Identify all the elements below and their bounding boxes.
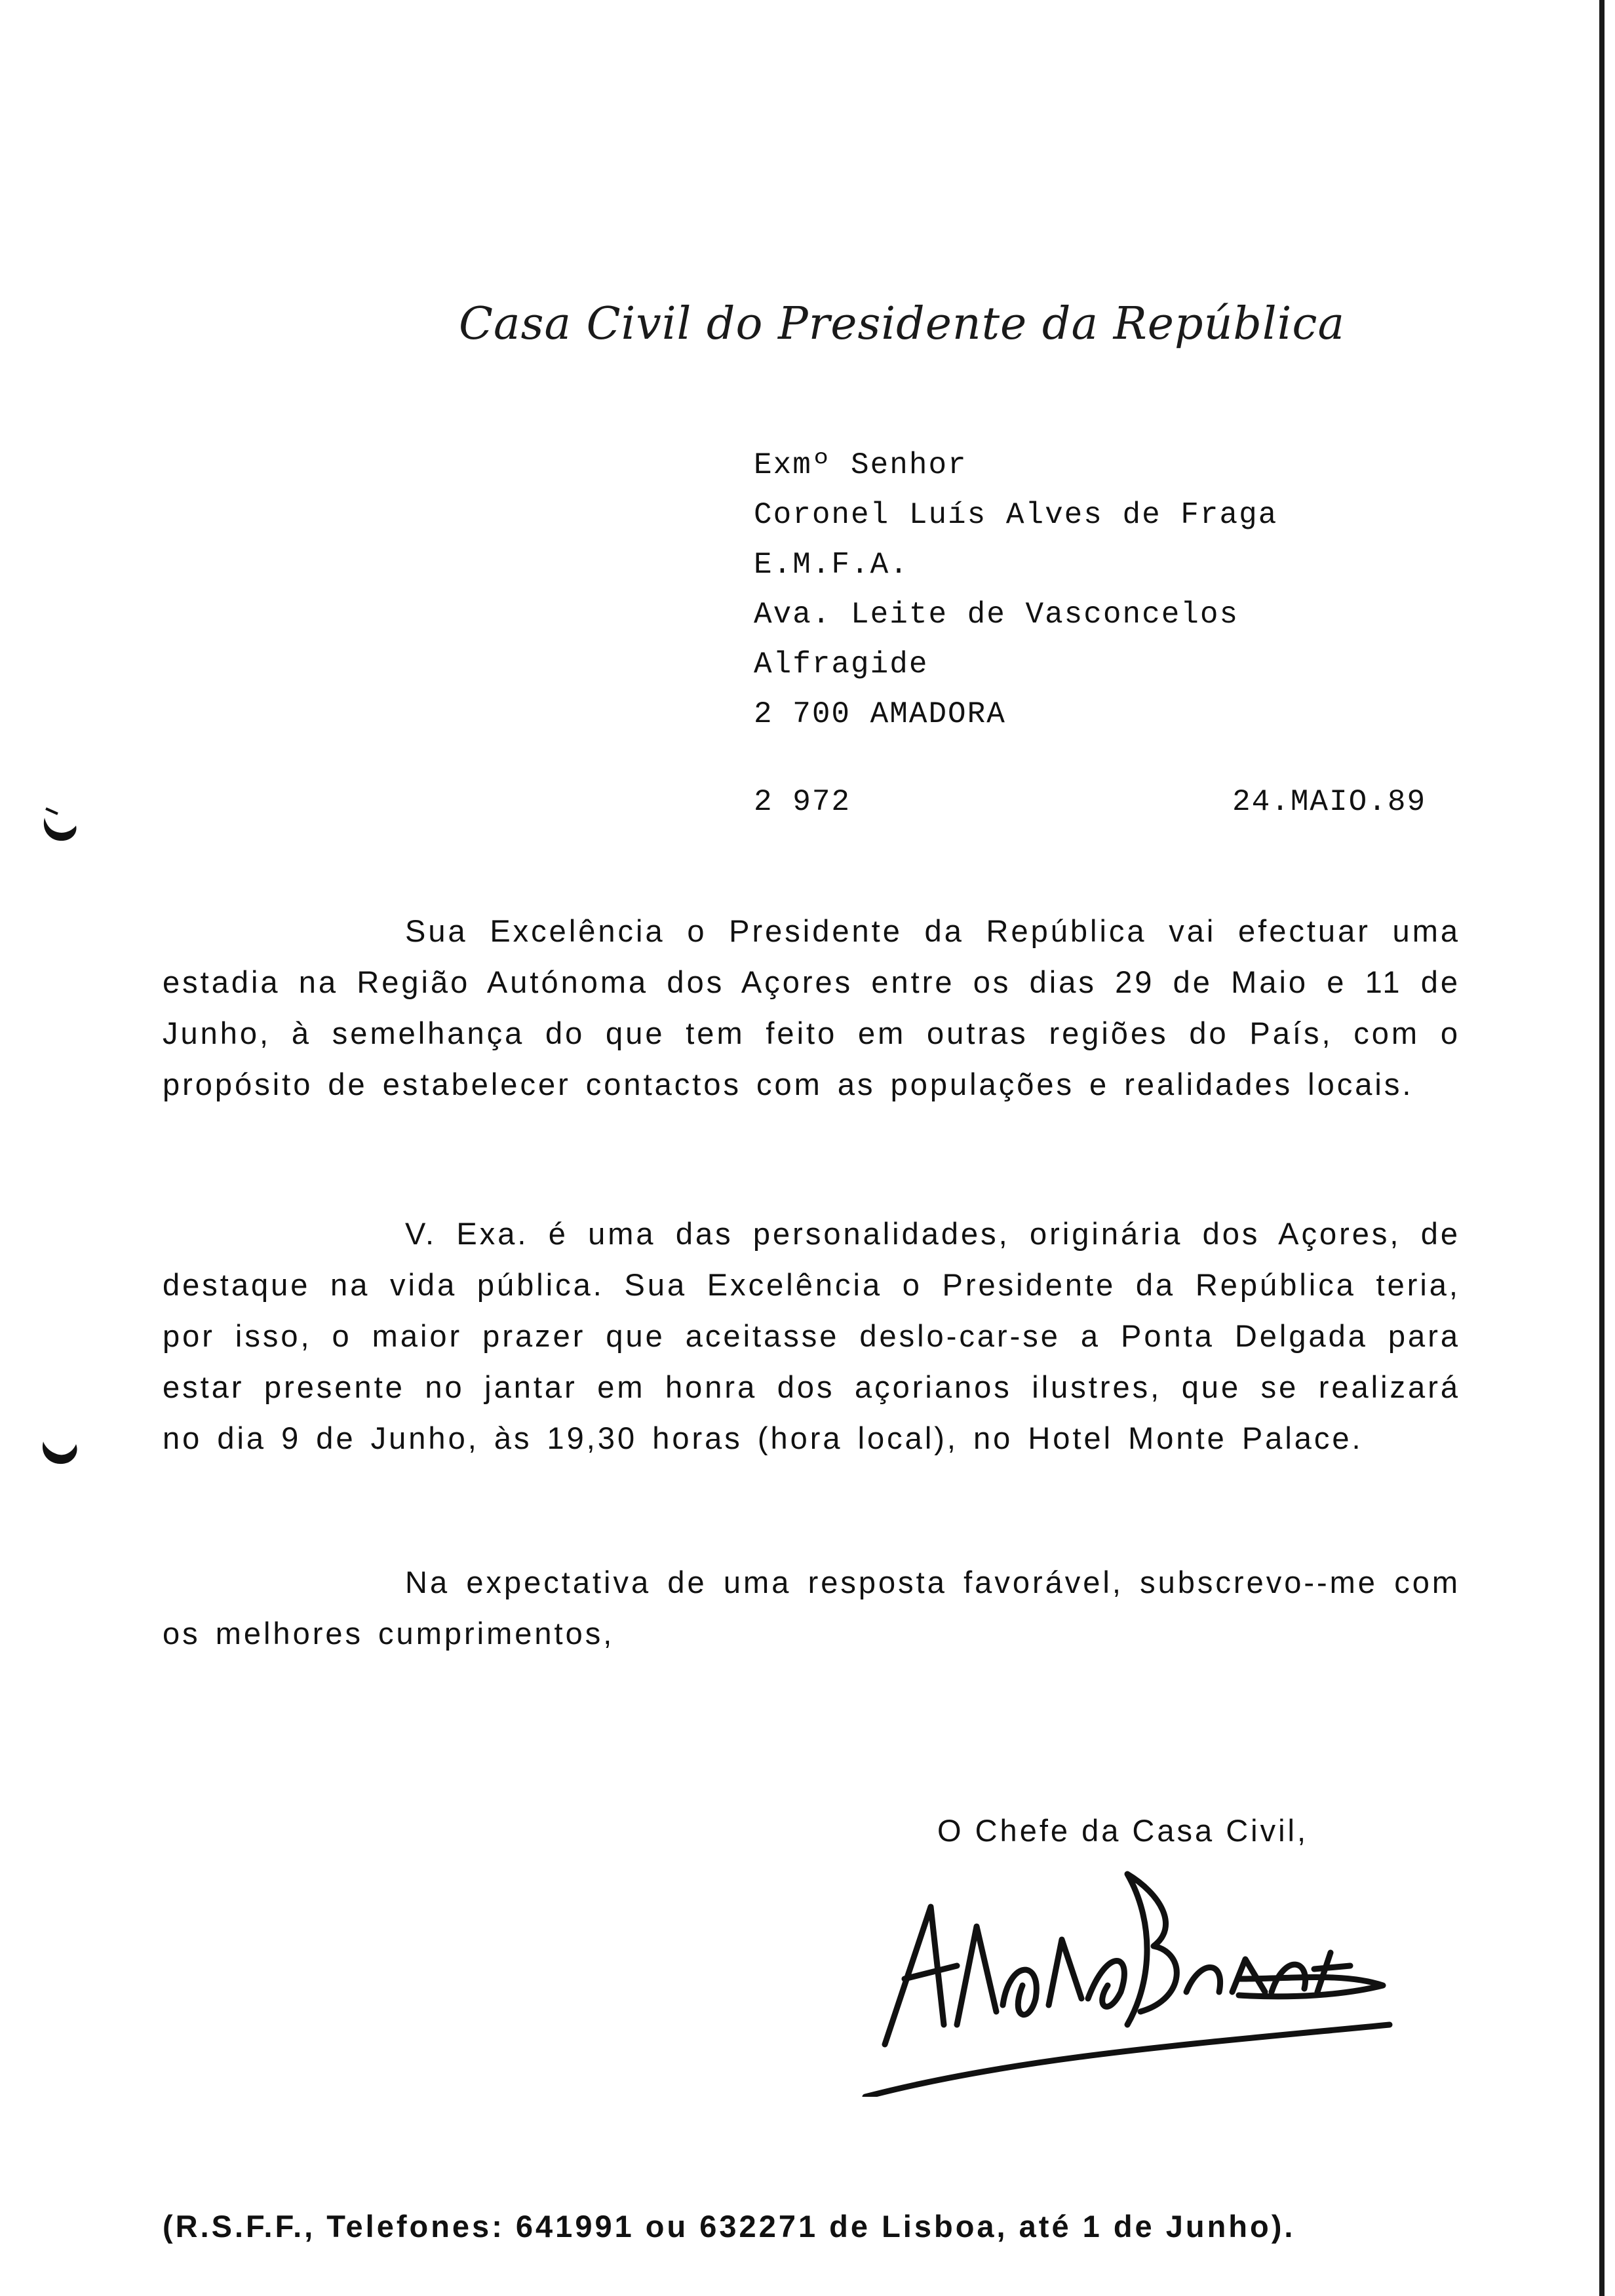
paragraph-2-text: V. Exa. é uma das personalidades, originária dos Açores, de destaque na vida pública. Sua Excelência o Presidente da República teria, por isso, o maior prazer que aceitasse deslo-car-se a Ponta Delgada para estar presente no jantar em honra dos açorianos ilustres, que se realizará no dia 9 de Junho, às 19,30 horas (hora local), no Hotel Monte Palace. [163,1216,1460,1455]
recipient-locality: Alfragide [754,647,929,681]
punch-hole-icon [39,806,79,845]
letter-date: 24.MAIO.89 [1232,785,1427,819]
paragraph-3-text: Na expectativa de uma resposta favorável, subscrevo--me com os melhores cumprimentos, [163,1565,1460,1651]
recipient-address [754,440,1277,739]
reference-number: 2 972 [754,785,851,819]
paragraph-3 [163,1557,1460,1659]
letterhead: Casa Civil do Presidente da República [459,298,1346,350]
recipient-organization: E.M.F.A. [754,548,909,582]
closing-title: O Chefe da Casa Civil, [937,1813,1309,1848]
recipient-street: Ava. Leite de Vasconcelos [754,598,1239,632]
paragraph-1 [163,906,1460,1110]
recipient-postcode-city: 2 700 AMADORA [754,697,1006,731]
signature-icon [846,1848,1409,2097]
recipient-salutation: Exmº Senhor [754,448,967,482]
paragraph-1-text: Sua Excelência o Presidente da República vai efectuar uma estadia na Região Autónoma dos Açores entre os dias 29 de Maio e 11 de Junho, à semelhança do que tem feito em outras regiões do País, com o propósito de estabelecer contactos com as populações e realidades locais. [163,913,1460,1101]
page-edge-line [1599,0,1605,2296]
recipient-name: Coronel Luís Alves de Fraga [754,498,1278,532]
punch-hole-icon [39,1428,79,1468]
footer-note: (R.S.F.F., Telefones: 641991 ou 632271 de Lisboa, até 1 de Junho). [163,2209,1296,2244]
paragraph-2 [163,1208,1460,1464]
